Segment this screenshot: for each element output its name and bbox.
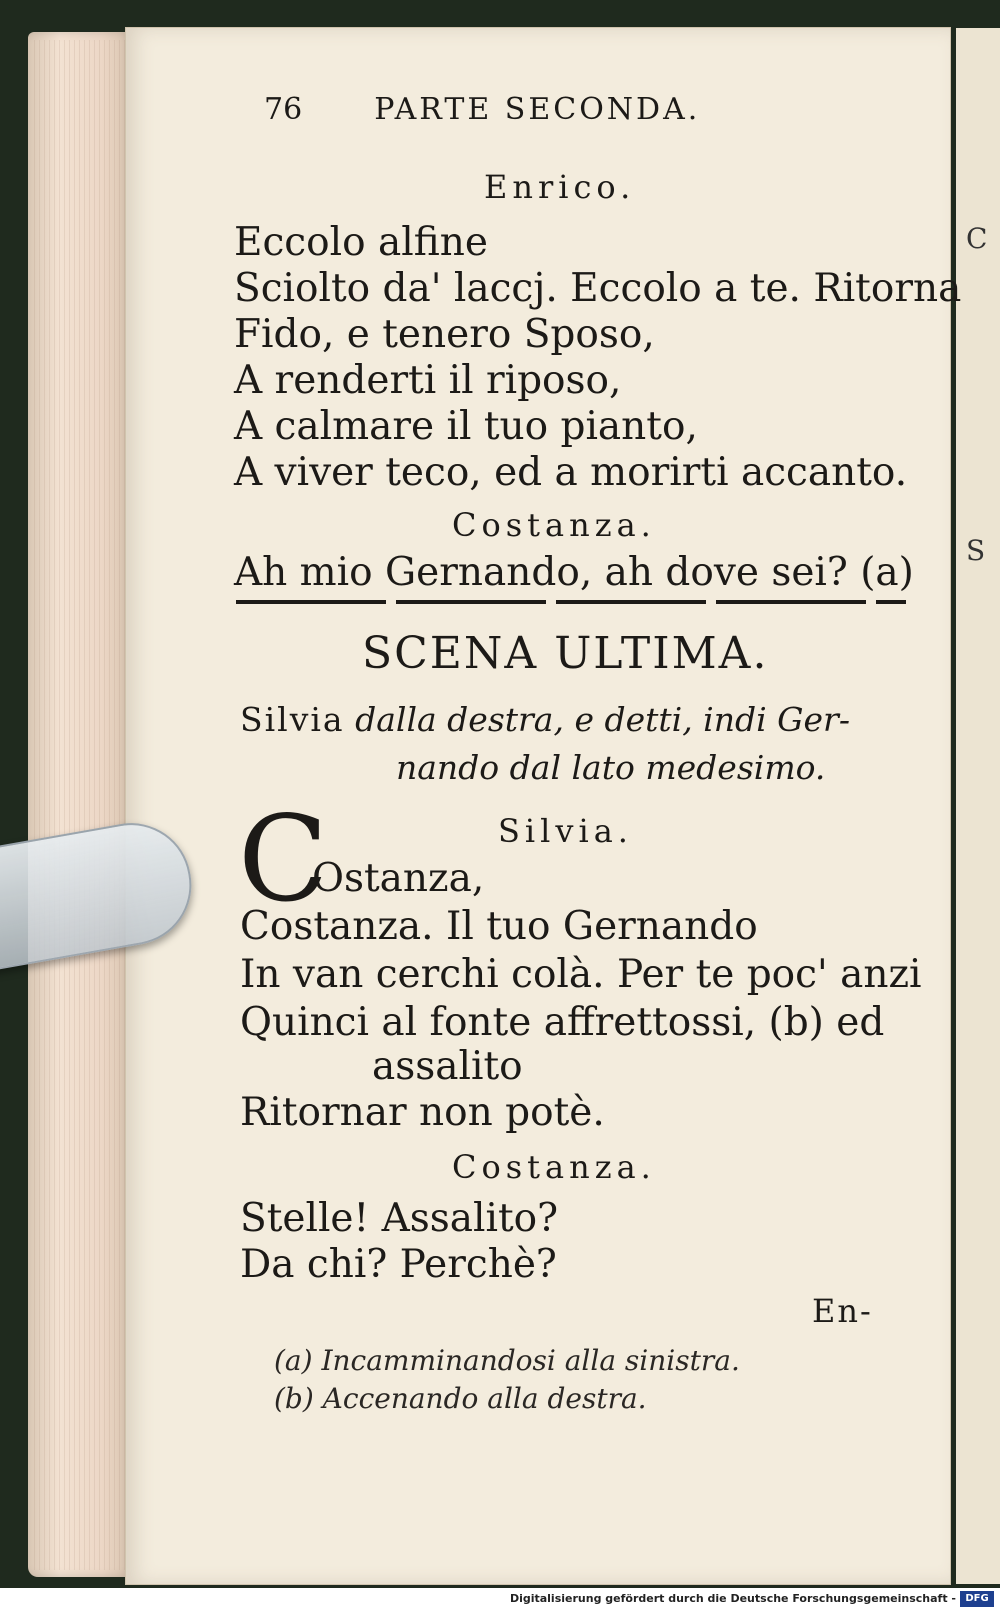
verse-line: Ah mio Gernando, ah dove sei? (a) (234, 550, 914, 595)
verse-line: Da chi? Perchè? (240, 1242, 557, 1287)
verse-line-turnover: assalito (372, 1044, 523, 1089)
verse-line: Quinci al fonte affrettossi, (b) ed (240, 1000, 885, 1045)
speaker-costanza: Costanza. (452, 506, 656, 544)
verse-line: A viver teco, ed a morirti accanto. (234, 450, 908, 495)
digitization-credit: Digitalisierung gefördert durch die Deutsche Forschungsgemeinschaft - (509, 1592, 956, 1605)
stage-direction-speaker: Silvia (240, 700, 345, 739)
verse-line: Ostanza, (312, 856, 485, 901)
running-head (264, 92, 700, 127)
speaker-enrico: Enrico. (484, 168, 636, 206)
dfg-logo: DFG (960, 1591, 994, 1607)
verse-line: Fido, e tenero Sposo, (234, 312, 655, 357)
verse-line: Costanza. Il tuo Gernando (240, 904, 758, 949)
verse-line: A renderti il riposo, (234, 358, 622, 403)
facing-page-strip (956, 28, 1000, 1584)
verse-line: A calmare il tuo pianto, (234, 404, 698, 449)
catchword: En- (812, 1292, 873, 1330)
verse-line: Ritornar non potè. (240, 1090, 605, 1135)
stage-direction-continued: nando dal lato medesimo. (396, 748, 826, 787)
page-edge-lines (34, 40, 126, 1570)
running-head-title: PARTE SECONDA. (374, 92, 701, 127)
stage-direction (240, 700, 850, 739)
page-number: 76 (264, 92, 303, 127)
scene-title: SCENA ULTIMA. (362, 628, 769, 679)
facing-page-glyph: S (966, 534, 986, 567)
stage-direction-text: dalla destra, e detti, indi Ger- (355, 700, 850, 739)
footnote: (b) Accenando alla destra. (274, 1382, 647, 1415)
verse-line: In van cerchi colà. Per te poc' anzi (240, 952, 922, 997)
section-rule (236, 600, 906, 604)
speaker-costanza: Costanza. (452, 1148, 656, 1186)
drop-capital: C (238, 790, 329, 928)
facing-page-glyph: C (966, 222, 988, 255)
footnote: (a) Incamminandosi alla sinistra. (274, 1344, 740, 1377)
speaker-silvia: Silvia. (498, 812, 633, 850)
verse-line: Sciolto da' laccj. Eccolo a te. Ritorna (234, 266, 962, 311)
verse-line: Eccolo alfine (234, 220, 488, 265)
verse-line: Stelle! Assalito? (240, 1196, 559, 1241)
